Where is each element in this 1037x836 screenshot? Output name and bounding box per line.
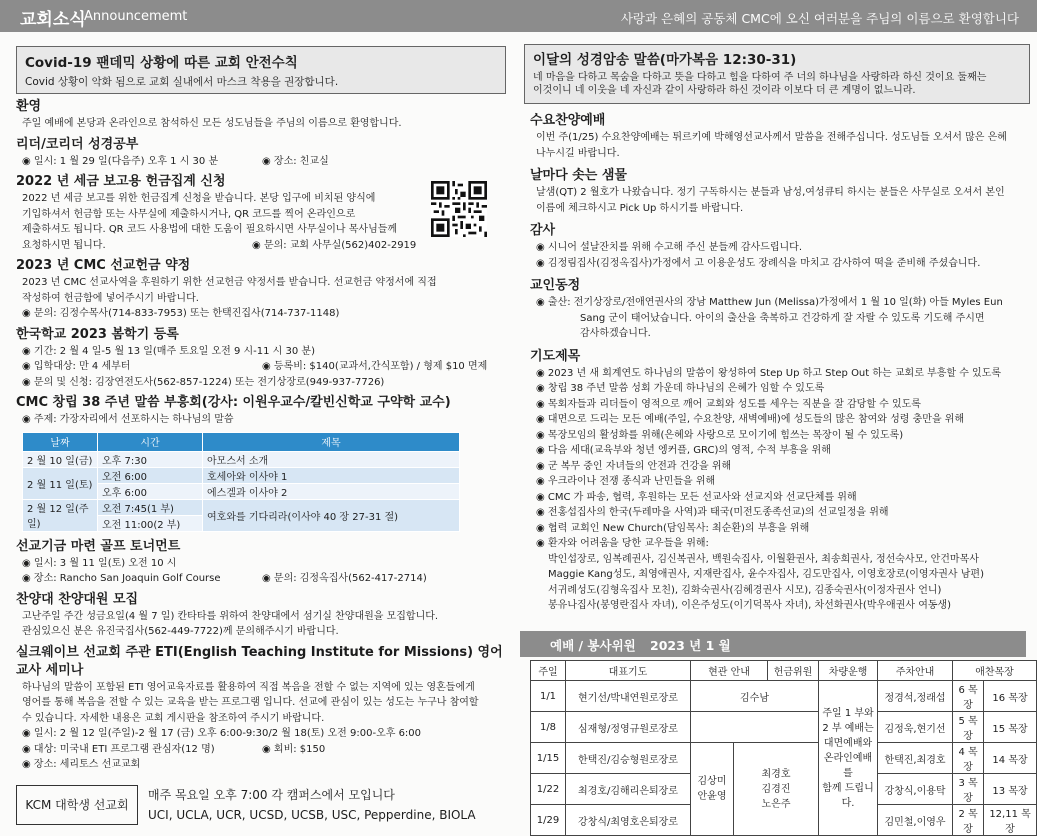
golf-place: ◉ 장소: Rancho San Joaquin Golf Course [22, 571, 262, 587]
patient-line: 봉유나집사(봉영란집사 자녀), 이은주성도(이기덕목사 자녀), 차선화권사(박우애권사 여동생) [548, 600, 952, 611]
leader-info [16, 154, 506, 170]
schedule-time: 오후 7:30 [98, 451, 203, 467]
eti-text-2: 영어를 통해 복음을 전할 수 있는 교육을 받는 프로그램 입니다. 선교에 관심이 있는 성도는 누구나 참여할 [22, 697, 479, 708]
table-header-row [531, 661, 1037, 681]
thanks-item: ◉ 김정림집사(김정옥집사)가정에서 고 이용운성도 장례식을 마치고 감사하여 떡을 준비해 주셨습니다. [530, 256, 1030, 272]
eti-target: ◉ 대상: 미국내 ETI 프로그램 관심자(12 명) [22, 742, 262, 758]
wed-text-1: 이번 주(1/25) 수요찬양예배는 튀르키예 박해영선교사께서 말씀을 전해주십니다. 성도님들 오셔서 많은 은혜 [536, 132, 1007, 143]
welcome-text: 주일 예배에 본당과 온라인으로 참석하신 모든 성도님들을 주님의 이름으로 환영합니다. [22, 118, 402, 129]
news-heading: 교인동정 [530, 278, 581, 293]
news-text-3: 감사하겠습니다. [580, 328, 651, 339]
verse-line-2: 이것이니 네 이웃을 네 자신과 같이 사랑하라 하신 것이라 이보다 더 큰 계명이 없느니라. [533, 85, 916, 96]
eti-place: ◉ 장소: 세리토스 선교교회 [16, 757, 506, 773]
covid-title: Covid-19 팬데믹 상황에 따른 교회 안전수칙 [25, 55, 298, 71]
tax-heading: 2022 년 세금 보고용 헌금집계 신청 [16, 174, 226, 189]
tax-request: 요청하시면 됩니다. [22, 239, 106, 251]
thanks-heading: 감사 [530, 223, 556, 238]
schedule-date: 2 월 10 일(금) [23, 451, 98, 467]
parking-helper: 김민철,이영우 [878, 805, 953, 836]
offering-name: 노은주 [761, 798, 791, 810]
tax-text-3: 제출하셔도 됩니다. QR 코드 사용법에 대한 도움이 필요하시면 사무실이나 목사님들께 [22, 224, 398, 235]
prayer-item: ◉ CMC 가 파송, 협력, 후원하는 모든 선교사와 선교지와 선교단체를 위해 [530, 490, 1030, 506]
qt-text-2: 이름에 체크하시고 Pick Up 하시기를 바랍니다. [536, 202, 744, 214]
kcm-body [138, 785, 476, 825]
thanks-item: ◉ 시니어 설날잔치를 위해 수고해 주신 분들께 감사드립니다. [530, 240, 1030, 256]
news-text-1: ◉ 출산: 전기상장로/전애연권사의 장남 Matthew Jun (Melissa)가정에서 1 월 10 일(화) 아들 Myles Eun [530, 295, 1030, 311]
schedule-date: 2 월 11 일(토) [23, 467, 98, 499]
sunday-date: 1/8 [531, 712, 566, 743]
column-header: 주일 [531, 661, 566, 681]
qr-code-icon[interactable] [431, 181, 487, 237]
school-period: ◉ 기간: 2 월 4 일-5 월 13 일(매주 토요일 오전 9 시-11 시 30 분) [16, 344, 506, 360]
schedule-time: 오후 6:00 [98, 483, 203, 499]
service-month: 2023 년 1 월 [650, 638, 731, 653]
golf-date: ◉ 일시: 3 월 11 일(토) 오전 10 시 [16, 556, 506, 572]
column-header: 주차안내 [878, 661, 953, 681]
prayer-item: ◉ 환자와 어려움을 당한 교우들을 위해: [530, 536, 1030, 552]
qt-text-1: 날샘(QT) 2 월호가 나왔습니다. 정기 구독하시는 분들과 남성,여성큐티 하시는 분들은 사무실로 오셔서 본인 [536, 187, 1005, 198]
verse-title: 이달의 성경암송 말씀(마가복음 12:30-31) [533, 52, 797, 68]
school-row [16, 359, 506, 375]
door-usher-name: 김상미 [697, 776, 727, 787]
eti-heading: 실크웨이브 선교회 주관 ETI(English Teaching Institute for Missions) 영어교사 세미나 [16, 644, 503, 678]
worship-note-line: 대면예배와 [823, 737, 873, 749]
meal-group: 6 목장 [953, 681, 984, 712]
kcm-text-1: 매주 목요일 오후 7:00 각 캠퍼스에서 모입니다 [148, 787, 395, 802]
schedule-time: 오전 11:00(2 부) [98, 515, 203, 531]
pledge-text-2: 작성하여 헌금함에 넣어주시기 바랍니다. [22, 292, 199, 304]
prayer-list [530, 366, 1030, 614]
verse-line-1: 네 마음을 다하고 목숨을 다하고 뜻을 다하고 힘을 다하여 주 너의 하나님을 사랑하라 하신 것이요 둘째는 [533, 72, 987, 83]
patient-line: 박인섭장로, 임복례권사, 김신복권사, 백원숙집사, 이월환권사, 최송희권사, 정선숙사모, 안건마목사 [548, 553, 979, 565]
column-header: 시간 [98, 432, 203, 451]
offering-name: 최경호 [761, 768, 791, 780]
prayer-leader: 심재형/정영규원로장로 [566, 712, 691, 743]
column-header: 날짜 [23, 432, 98, 451]
kcm-text-2: UCI, UCLA, UCR, UCSD, UCSB, USC, Pepperdine, BIOLA [148, 807, 476, 822]
parking-helper: 김정욱,현기선 [878, 712, 953, 743]
school-contact: ◉ 문의 및 신청: 김장연전도사(562-857-1224) 또는 전기상장로(949-937-7726) [16, 375, 506, 391]
service-header [520, 631, 1026, 657]
pledge-text-1: 2023 년 CMC 선교사역을 후원하기 위한 선교헌금 약정서를 받습니다. 선교헌금 약정서에 직접 [22, 277, 437, 288]
page-title: 교회소식 [20, 10, 86, 30]
door-usher-name: 안윤영 [697, 791, 727, 802]
column-header: 차량운행 [819, 661, 878, 681]
door-usher-empty [691, 712, 819, 743]
worship-note-line: 온라인예배를 [823, 752, 873, 779]
service-title: 예배 / 봉사위원 [550, 638, 636, 653]
meal-group: 15 목장 [984, 712, 1037, 743]
column-header: 현관 안내 [691, 661, 768, 681]
schedule-title: 호세아와 이사야 1 [203, 467, 460, 483]
worship-note-line: 함께 드립니다. [822, 782, 874, 809]
kcm-label: KCM 대학생 선교회 [16, 785, 138, 825]
prayer-item: ◉ 전홍섭집사의 한국(두레마을 사역)과 태국(미전도종족선교)의 선교일정을 위해 [530, 505, 1030, 521]
tax-text-1: 2022 년 세금 보고를 위한 헌금집계 신청을 받습니다. 본당 입구에 비치된 양식에 [22, 193, 376, 204]
meal-group: 4 목장 [953, 743, 984, 774]
door-usher-pair [691, 743, 734, 836]
prayer-item: ◉ 대면으로 드리는 모든 예배(주일, 수요찬양, 새벽예배)에 성도들의 많은 참여와 성령 충만을 위해 [530, 412, 1030, 428]
tax-contact: ◉ 문의: 교회 사무실(562)402-2919 [252, 238, 416, 254]
school-fee: ◉ 등록비: $140(교과서,간식포함) / 형제 $10 면제 [262, 359, 487, 375]
offering-team [734, 743, 819, 836]
revival-theme: ◉ 주제: 가장자리에서 선포하시는 하나님의 말씀 [16, 412, 506, 428]
prayer-item: ◉ 협력 교회인 New Church(담임목사: 최순환)의 부흥을 위해 [530, 521, 1030, 537]
table-row [531, 681, 1037, 712]
column-header: 대표기도 [566, 661, 691, 681]
prayer-item: ◉ 군 복무 중인 자녀들의 안전과 건강을 위해 [530, 459, 1030, 475]
pledge-contact-main: ◉ 문의: 김정수목사(714-833-7953) 또는 한택진집사(714-737-1 [22, 308, 316, 319]
covid-body: Covid 상황이 악화 됨으로 교회 실내에서 마스크 착용을 권장합니다. [25, 76, 339, 88]
prayer-item: ◉ 2023 년 새 회계연도 하나님의 말씀이 왕성하여 Step Up 하고 Step Out 하는 교회로 부흥할 수 있도록 [530, 366, 1030, 382]
qt-heading: 날마다 솟는 샘물 [530, 168, 627, 183]
school-heading: 한국학교 2023 봄학기 등록 [16, 326, 179, 342]
column-header: 헌금위원 [768, 661, 819, 681]
meal-group: 16 목장 [984, 681, 1037, 712]
verse-box [524, 44, 1030, 104]
wed-text-2: 나누시길 바랍니다. [536, 147, 620, 159]
prayer-item: ◉ 우크라이나 전쟁 종식과 난민들을 위해 [530, 474, 1030, 490]
schedule-title: 여호와를 기다리라(이사야 40 장 27-31 절) [203, 499, 460, 531]
revival-schedule-table [22, 432, 460, 532]
eti-date: ◉ 일시: 2 월 12 일(주일)-2 월 17 (금) 오후 6:00-9:30/2 월 18(토) 오전 9:00-오후 6:00 [16, 726, 506, 742]
table-row [23, 451, 460, 467]
tax-section [16, 173, 506, 253]
welcome-heading: 환영 [16, 99, 42, 114]
table-row [531, 712, 1037, 743]
table-row [531, 743, 1037, 774]
choir-text-2: 관심있으신 분은 유진국집사(562-449-7722)께 문의해주시기 바랍니다. [22, 626, 339, 637]
leader-date: ◉ 일시: 1 월 29 일(다음주) 오후 1 시 30 분 [22, 154, 262, 170]
eti-text-3: 수 있습니다. 자세한 내용은 교회 게시판을 참조하여 주시기 바랍니다. [22, 712, 325, 724]
sunday-date: 1/15 [531, 743, 566, 774]
parking-helper: 한택진,최경호 [878, 743, 953, 774]
news-text-2: Sang 군이 태어났습니다. 아이의 출산을 축복하고 건강하게 잘 자랄 수 있도록 기도해 주시면 [580, 312, 985, 324]
choir-text-1: 고난주일 주간 성금요일(4 월 7 일) 칸타타를 위하여 찬양대에서 섬기실 찬양대원을 모집합니다. [22, 610, 439, 622]
leader-place: ◉ 장소: 친교실 [262, 154, 329, 170]
schedule-time: 오전 7:45(1 부) [98, 499, 203, 515]
table-row [23, 467, 460, 483]
prayer-leader: 한택진/김승형원로장로 [566, 743, 691, 774]
choir-heading: 찬양대 찬양대원 모집 [16, 591, 139, 607]
patient-line: Maggie Kang성도, 최영애권사, 지재란집사, 윤수자집사, 김도만집사, 이영호장로(이영자권사 남편) [548, 569, 984, 580]
pledge-contact-tail: 148) [316, 308, 340, 319]
welcome-banner: 사랑과 은혜의 공동체 CMC에 오신 여러분을 주님의 이름으로 환영합니다 [620, 11, 1019, 26]
parking-helper: 강창식,이용탁 [878, 774, 953, 805]
meal-group: 3 목장 [953, 774, 984, 805]
eti-fee: ◉ 회비: $150 [262, 742, 325, 758]
prayer-item: ◉ 창립 38 주년 말씀 성회 가운데 하나님의 은혜가 임할 수 있도록 [530, 381, 1030, 397]
offering-name: 김경진 [761, 783, 791, 795]
pledge-heading: 2023 년 CMC 선교헌금 약정 [16, 258, 191, 273]
door-usher: 김수남 [691, 681, 819, 712]
wed-heading: 수요찬양예배 [530, 113, 606, 128]
parking-helper: 정경석,정래섭 [878, 681, 953, 712]
golf-contact: ◉ 문의: 김정옥집사(562-417-2714) [262, 571, 427, 587]
sunday-date: 1/29 [531, 805, 566, 836]
prayer-heading: 기도제목 [530, 348, 581, 364]
golf-row [16, 571, 506, 587]
service-table [530, 660, 1037, 836]
meal-group: 2 목장 [953, 805, 984, 836]
right-column [530, 32, 1030, 614]
left-column [16, 32, 506, 825]
sunday-date: 1/1 [531, 681, 566, 712]
prayer-leader: 강창식/최영호은퇴장로 [566, 805, 691, 836]
revival-heading: CMC 창립 38 주년 말씀 부흥회(강사: 이원우교수/칼빈신학교 구약학 교수) [16, 395, 451, 410]
eti-row [16, 742, 506, 758]
schedule-title: 아모스서 소개 [203, 451, 460, 467]
worship-note-line: 2 부 예배는 [822, 722, 874, 734]
worship-note-line: 주일 1 부와 [822, 707, 874, 719]
pledge-contact [16, 306, 506, 322]
column-header: 애찬목장 [953, 661, 1037, 681]
schedule-date: 2 월 12 일(주일) [23, 499, 98, 531]
meal-group: 12,11 목장 [984, 805, 1037, 836]
column-header: 제목 [203, 432, 460, 451]
prayer-item: ◉ 다음 세대(교육부와 청년 엥커플, GRC)의 영적, 수적 부흥을 위해 [530, 443, 1030, 459]
sunday-date: 1/22 [531, 774, 566, 805]
covid-notice [16, 46, 506, 94]
prayer-item: ◉ 목장모임의 활성화를 위해(은혜와 사랑으로 모이기에 힘쓰는 목장이 될 수 있도록) [530, 428, 1030, 444]
school-age: ◉ 입학대상: 만 4 세부터 [22, 359, 262, 375]
schedule-time: 오전 6:00 [98, 467, 203, 483]
meal-group: 14 목장 [984, 743, 1037, 774]
prayer-item: ◉ 목회자들과 리더들이 영적으로 깨어 교회와 성도를 세우는 직분을 잘 감당할 수 있도록 [530, 397, 1030, 413]
eti-text-1: 하나님의 말씀이 포함된 ETI 영어교육자료를 활용하여 직접 복음을 전할 수 없는 지역에 있는 영혼들에게 [22, 681, 475, 693]
page-subtitle: Announcememt [84, 9, 188, 24]
meal-group: 13 목장 [984, 774, 1037, 805]
schedule-title: 에스겔과 이사야 2 [203, 483, 460, 499]
leader-heading: 리더/코리더 성경공부 [16, 136, 139, 152]
table-row [23, 499, 460, 515]
golf-heading: 선교기금 마련 골프 토너먼트 [16, 538, 181, 554]
prayer-leader: 현기선/박내연원로장로 [566, 681, 691, 712]
header-bar [0, 0, 1037, 32]
patient-line: 서귀례성도(김형옥집사 모친), 김화숙권사(김혜경권사 시모), 김종숙권사(이정자권사 언니) [548, 584, 942, 596]
tax-text-2: 기입하셔서 헌금함 또는 사무실에 제출하시거나, QR 코드를 찍어 온라인으로 [22, 208, 356, 220]
prayer-leader: 최경호/김해리은퇴장로 [566, 774, 691, 805]
meal-group: 5 목장 [953, 712, 984, 743]
worship-note [819, 681, 878, 836]
tax-text-4 [16, 238, 506, 254]
table-header-row [23, 432, 460, 451]
kcm-box [16, 785, 506, 825]
